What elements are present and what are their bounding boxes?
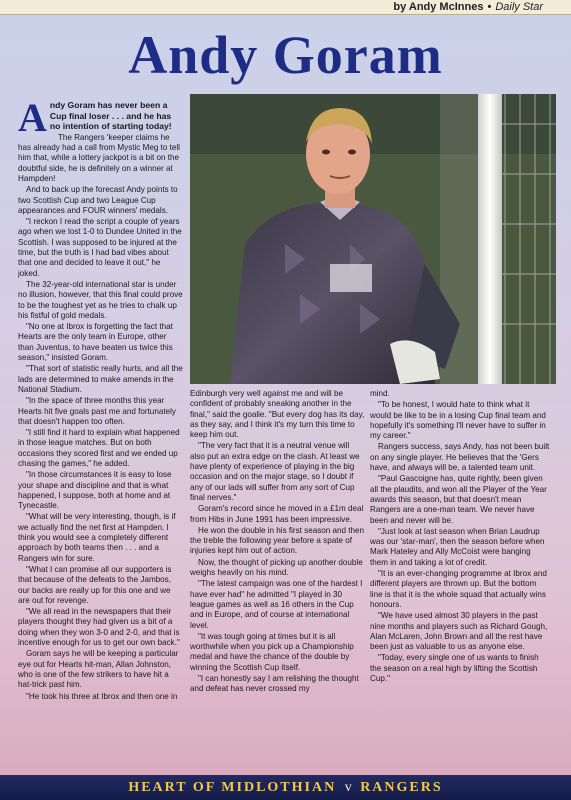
paragraph: "I reckon I read the script a couple of years ago when we lost 1-0 to Dundee United in the Scottish. I was supposed to be injured at the time, but the truth is I had bad vibes about that one and decided to leave it out," he joked. — [18, 217, 182, 278]
byline-bar — [0, 0, 571, 15]
paragraph: The Rangers 'keeper claims he has already had a call from Mystic Meg to tell him that, while a lottery jackpot is a bit on the doubtful side, he is definitely on a winner at Hampden! — [18, 132, 180, 183]
paragraph: "Today, every single one of us wants to finish the season on a real high by lifting the Scottish Cup." — [370, 653, 539, 684]
lead-text: ndy Goram has never been a Cup final loser . . . and he has no intention of starting today! — [49, 100, 172, 132]
article-column-3 — [370, 389, 550, 685]
goalkeeper-illustration — [190, 94, 556, 384]
paragraph: "No one at Ibrox is forgetting the fact that Hearts are the only team in Europe, other than Juventus, to have beaten us twice this season," insisted Goram. — [18, 322, 173, 363]
article-column-1 — [18, 95, 184, 703]
paragraph: Goram's record since he moved in a £1m deal from Hibs in June 1991 has been impressive. — [190, 504, 364, 524]
headline: Andy Goram — [128, 25, 443, 85]
footer-versus: v — [344, 780, 352, 795]
paragraph: "In the space of three months this year Hearts hit five goals past me and fortunately that doesn't happen too often. — [18, 396, 176, 426]
paragraph: "He took his three at Ibrox and then one in — [26, 691, 178, 701]
paragraph: "The very fact that it is a neutral venue will also put an extra edge on the clash. At least we have plenty of experience of playing in the big occasion and on the major stage, so I doubt if any of our lads will suffer from any sort of Cup final nerves." — [190, 441, 360, 502]
paragraph: "What I can promise all our supporters is that because of the defeats to the Jambos, our backs are really up for this one and we are out for revenge. — [18, 564, 172, 605]
paragraph: "Paul Gascoigne has, quite rightly, been given all the plaudits, and won all the Player of the Year awards this season, but that doesn't mean Rangers are a one-man team. We never have been and never will be. — [370, 474, 547, 525]
column-1-body — [18, 133, 184, 702]
paragraph: Edinburgh very well against me and will be confident of probably sneaking another in the final," said the goalie. "But every dog has its day, as they say, and I think it's my turn this time to keep him out. — [190, 389, 365, 440]
byline-author: by Andy McInnes — [393, 1, 484, 13]
goalkeeper-photo — [190, 94, 556, 384]
match-footer — [0, 775, 571, 800]
paragraph: "It is an ever-changing programme at Ibrox and different players are thrown up. But the bottom line is that it is the whole squad that actually wins honours. — [370, 569, 547, 609]
article-column-2 — [190, 389, 365, 696]
paragraph: "That sort of statistic really hurts, and all the lads are determined to make amends in the National Stadium. — [18, 364, 183, 394]
paragraph: "We all read in the newspapers that their players thought they had given us a bit of a doing when they won 3-0 and 2-0, and that is incentive enough for us to get our own back." — [18, 607, 180, 648]
paragraph: "To be honest, I would hate to think what it would be like to be in a losing Cup final team and hopefully it's something I'll never have to suffer in my career." — [370, 400, 546, 441]
lead-paragraph — [18, 95, 184, 140]
footer-team-home: HEART OF MIDLOTHIAN — [128, 780, 337, 795]
paragraph: "What will be very interesting, though, is if we actually find the net first at Hampden. I think you would see a completely different approach by both teams then . . . and a Rangers win for sure. — [18, 512, 176, 563]
paragraph: "I can honestly say I am relishing the thought and defeat has never crossed my — [190, 674, 359, 694]
paragraph: Rangers success, says Andy, has not been built on any single player. He believes that the 'Gers have, and always will be, a talented team unit. — [370, 442, 550, 473]
paragraph: "In those circumstances it is easy to lose your shape and discipline and that is what happened, I suppose, both at home and at Tynecastle. — [18, 470, 172, 511]
paragraph: Now, the thought of picking up another double weighs heavily on his mind. — [190, 557, 363, 578]
paragraph: He won the double in his first season and then the treble the following year before a spate of injuries kept him out of action. — [190, 525, 365, 556]
byline-separator: • — [487, 1, 492, 13]
paragraph: And to back up the forecast Andy points to two Scottish Cup and two League Cup appearances and FOUR winners' medals. — [18, 185, 178, 215]
drop-cap: A — [18, 95, 47, 140]
paragraph: mind. — [370, 389, 390, 398]
footer-team-away: RANGERS — [360, 780, 443, 795]
paragraph: "It was tough going at times but it is all worthwhile when you pick up a Championship medal and have the chance of the double by winning the Scottish Cup itself. — [190, 631, 354, 672]
paragraph: "We have used almost 30 players in the past nine months and players such as Richard Gough, Alan McLaren, John Brown and all the rest have been just as valuable to us as anyone else. — [370, 611, 548, 652]
byline-publication: Daily Star — [495, 1, 543, 13]
paragraph: Goram says he will be keeping a particular eye out for Hearts hit-man, Allan Johnston, who is one of the few strikers to have hit a hat-trick past him. — [18, 649, 179, 690]
paragraph: "The latest campaign was one of the hardest I have ever had" he admitted "I played in 30 league games as well as 16 others in the Cup and in Europe, and of course at international level. — [190, 579, 363, 630]
paragraph: "Just look at last season when Brian Laudrup was our 'star-man', then the season before when Mark Hateley and Ally McCoist were banging them in and taking a lot of credit. — [370, 526, 545, 567]
paragraph: "I still find it hard to explain what happened in those league matches. But on both occasions they scored first and we ended up chasing the games," he added. — [18, 428, 180, 468]
paragraph: The 32-year-old international star is under no illusion, however, that this final could prove to be the toughest yet as he tries to chalk up his fistful of gold medals. — [18, 279, 183, 320]
